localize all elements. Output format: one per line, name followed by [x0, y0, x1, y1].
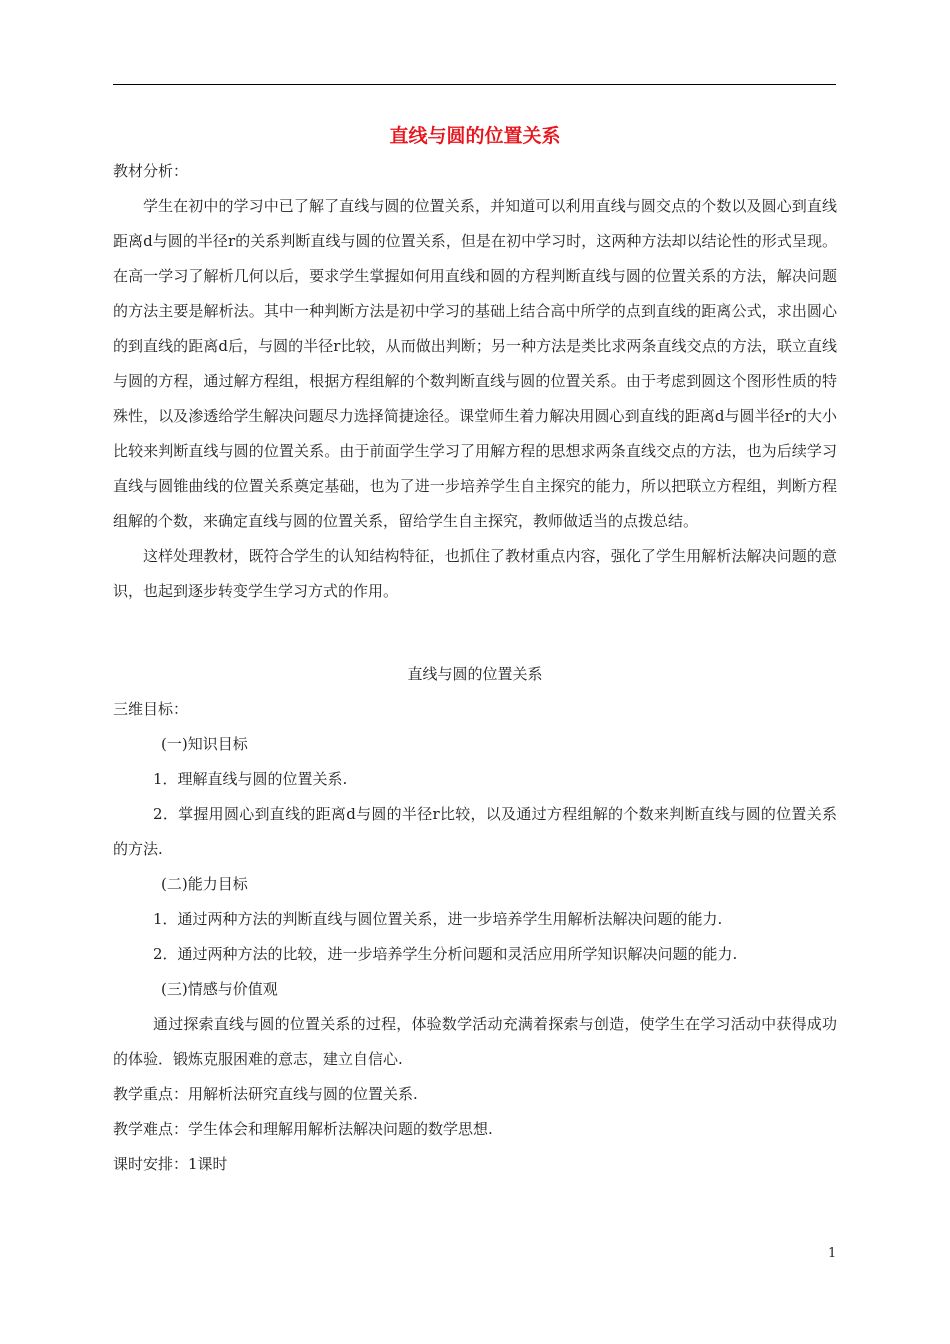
emotion-goal-text: 通过探索直线与圆的位置关系的过程，体验数学活动充满着探索与创造，使学生在学习活动中获得成功的体验．锻炼克服困难的意志，建立自信心.	[113, 1015, 837, 1068]
goals-heading: 三维目标：	[113, 700, 189, 718]
page-number: 1	[828, 1246, 837, 1261]
analysis-heading: 教材分析：	[113, 162, 189, 180]
section-subtitle: 直线与圆的位置关系	[407, 665, 543, 683]
ability-goals-heading: (二)能力目标	[161, 875, 248, 893]
analysis-paragraph-1: 学生在初中的学习中已了解了直线与圆的位置关系，并知道可以利用直线与圆交点的个数以及圆心到直线距离d与圆的半径r的关系判断直线与圆的位置关系，但是在初中学习时，这两种方法却以结论性的形式呈现。在高一学习了解析几何以后，要求学生掌握如何用直线和圆的方程判断直线与圆的位置关系的方法，解决问题的方法主要是解析法。其中一种判断方法是初中学习的基础上结合高中所学的点到直线的距离公式，求出圆心的到直线的距离d后，与圆的半径r比较，从而做出判断；另一种方法是类比求两条直线交点的方法，联立直线与圆的方程，通过解方程组，根据方程组解的个数判断直线与圆的位置关系。由于考虑到圆这个图形性质的特殊性，以及渗透给学生解决问题尽力选择简捷途径。课堂师生着力解决用圆心到直线的距离d与圆半径r的大小比较来判断直线与圆的位置关系。由于前面学生学习了用解方程的思想求两条直线交点的方法，也为后续学习直线与圆锥曲线的位置关系奠定基础，也为了进一步培养学生自主探究的能力，所以把联立方程组，判断方程组解的个数，来确定直线与圆的位置关系，留给学生自主探究，教师做适当的点拨总结。	[113, 197, 837, 530]
ability-goal-2: 2．通过两种方法的比较，进一步培养学生分析问题和灵活应用所学知识解决问题的能力.	[153, 945, 738, 963]
knowledge-goals-heading: (一)知识目标	[161, 735, 248, 753]
teaching-difficulty: 教学难点：学生体会和理解用解析法解决问题的数学思想.	[113, 1120, 493, 1138]
knowledge-goal-1: 1．理解直线与圆的位置关系.	[153, 770, 348, 788]
ability-goal-1: 1．通过两种方法的判断直线与圆位置关系，进一步培养学生用解析法解决问题的能力.	[153, 910, 723, 928]
teaching-key-point: 教学重点：用解析法研究直线与圆的位置关系.	[113, 1085, 418, 1103]
header-rule	[113, 84, 836, 85]
analysis-paragraph-2: 这样处理教材，既符合学生的认知结构特征，也抓住了教材重点内容，强化了学生用解析法解决问题的意识，也起到逐步转变学生学习方式的作用。	[113, 547, 837, 600]
document-title: 直线与圆的位置关系	[389, 125, 561, 147]
emotion-goals-heading: (三)情感与价值观	[161, 980, 278, 998]
document-body	[113, 118, 837, 1182]
knowledge-goal-2: 2．掌握用圆心到直线的距离d与圆的半径r比较，以及通过方程组解的个数来判断直线与圆的位置关系的方法.	[113, 805, 837, 858]
class-schedule: 课时安排：1课时	[113, 1155, 228, 1173]
